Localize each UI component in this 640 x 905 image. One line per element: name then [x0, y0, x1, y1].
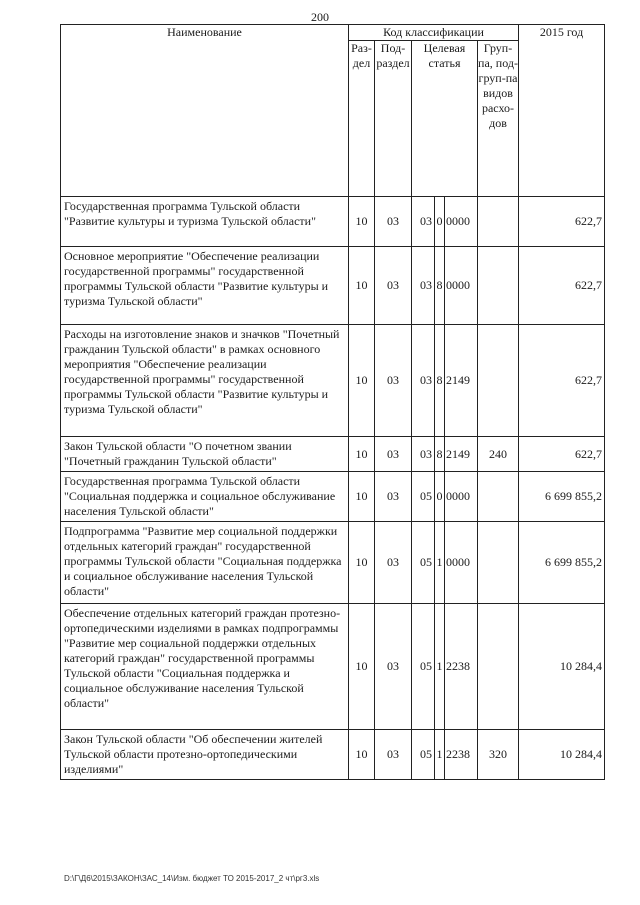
row-target-3: 2238 — [445, 730, 478, 780]
row-target-1: 03 — [412, 197, 435, 247]
row-podrazdel: 03 — [375, 522, 412, 604]
row-target-1: 05 — [412, 472, 435, 522]
row-target-2: 1 — [435, 730, 445, 780]
row-vid — [478, 604, 519, 730]
row-name: Обеспечение отдельных категорий граждан протезно-ортопедическими изделиями в рамках подпрограммы "Развитие мер социальной поддержки отдельных категорий граждан" государственной программы Тульской области "Социальная поддержка и социальное обслуживание населения Тульской области" — [61, 604, 349, 730]
row-target-3: 0000 — [445, 522, 478, 604]
row-target-3: 2238 — [445, 604, 478, 730]
row-name: Основное мероприятие "Обеспечение реализации государственной программы" государственной программы Тульской области "Развитие культуры и туризма Тульской области" — [61, 247, 349, 325]
row-name: Подпрограмма "Развитие мер социальной поддержки отдельных категорий граждан" государственной программы Тульской области "Социальная поддержка и социальное обслуживание населения Тульской области" — [61, 522, 349, 604]
row-target-2: 1 — [435, 604, 445, 730]
row-target-3: 0000 — [445, 197, 478, 247]
row-vid — [478, 472, 519, 522]
row-razdel: 10 — [349, 472, 375, 522]
row-vid: 240 — [478, 437, 519, 472]
row-amount: 6 699 855,2 — [519, 522, 605, 604]
page-number: 200 — [311, 10, 329, 24]
row-target-2: 0 — [435, 197, 445, 247]
row-target-1: 05 — [412, 730, 435, 780]
row-podrazdel: 03 — [375, 197, 412, 247]
budget-table — [60, 24, 605, 780]
row-target-3: 0000 — [445, 247, 478, 325]
row-amount: 10 284,4 — [519, 604, 605, 730]
row-amount: 622,7 — [519, 325, 605, 437]
row-target-2: 8 — [435, 247, 445, 325]
row-podrazdel: 03 — [375, 325, 412, 437]
row-target-1: 03 — [412, 437, 435, 472]
header-code: Код классификации — [349, 25, 519, 41]
row-amount: 622,7 — [519, 197, 605, 247]
row-target-3: 2149 — [445, 437, 478, 472]
table-row — [61, 197, 605, 247]
row-amount: 10 284,4 — [519, 730, 605, 780]
header-name: Наименование — [61, 25, 349, 197]
row-amount: 622,7 — [519, 247, 605, 325]
row-vid — [478, 197, 519, 247]
row-razdel: 10 — [349, 437, 375, 472]
row-target-3: 2149 — [445, 325, 478, 437]
row-vid — [478, 247, 519, 325]
row-razdel: 10 — [349, 325, 375, 437]
table-row — [61, 325, 605, 437]
row-razdel: 10 — [349, 522, 375, 604]
row-razdel: 10 — [349, 197, 375, 247]
row-target-2: 8 — [435, 325, 445, 437]
row-vid: 320 — [478, 730, 519, 780]
table-row — [61, 247, 605, 325]
row-target-1: 03 — [412, 247, 435, 325]
file-path: D:\Г\Д6\2015\ЗАКОН\ЗАС_14\Изм. бюджет ТО 2015-2017_2 чт\рг3.xls — [64, 874, 320, 883]
table-row — [61, 604, 605, 730]
table-row — [61, 730, 605, 780]
row-amount: 622,7 — [519, 437, 605, 472]
row-razdel: 10 — [349, 730, 375, 780]
row-podrazdel: 03 — [375, 437, 412, 472]
row-podrazdel: 03 — [375, 247, 412, 325]
header-target: Целевая статья — [412, 41, 478, 197]
row-target-1: 05 — [412, 604, 435, 730]
row-target-3: 0000 — [445, 472, 478, 522]
row-podrazdel: 03 — [375, 730, 412, 780]
table-row — [61, 472, 605, 522]
row-podrazdel: 03 — [375, 472, 412, 522]
row-podrazdel: 03 — [375, 604, 412, 730]
row-razdel: 10 — [349, 247, 375, 325]
header-year: 2015 год — [519, 25, 605, 197]
header-section: Раз-дел — [349, 41, 375, 197]
row-vid — [478, 325, 519, 437]
table-row — [61, 437, 605, 472]
row-name: Расходы на изготовление знаков и значков "Почетный гражданин Тульской области" в рамках основного мероприятия "Обеспечение реализации государственной программы" государственной программы Тульской области "Развитие культуры и туризма Тульской области" — [61, 325, 349, 437]
header-group: Груп-па, под-груп-па видов расхо-дов — [478, 41, 519, 197]
row-amount: 6 699 855,2 — [519, 472, 605, 522]
table-row — [61, 522, 605, 604]
row-name: Закон Тульской области "Об обеспечении жителей Тульской области протезно-ортопедическими изделиями" — [61, 730, 349, 780]
row-name: Закон Тульской области "О почетном звании "Почетный гражданин Тульской области" — [61, 437, 349, 472]
row-target-2: 1 — [435, 522, 445, 604]
row-target-2: 8 — [435, 437, 445, 472]
row-name: Государственная программа Тульской области "Социальная поддержка и социальное обслуживание населения Тульской области" — [61, 472, 349, 522]
row-name: Государственная программа Тульской области "Развитие культуры и туризма Тульской области" — [61, 197, 349, 247]
header-subsection: Под-раздел — [375, 41, 412, 197]
row-razdel: 10 — [349, 604, 375, 730]
row-target-2: 0 — [435, 472, 445, 522]
row-vid — [478, 522, 519, 604]
row-target-1: 05 — [412, 522, 435, 604]
row-target-1: 03 — [412, 325, 435, 437]
